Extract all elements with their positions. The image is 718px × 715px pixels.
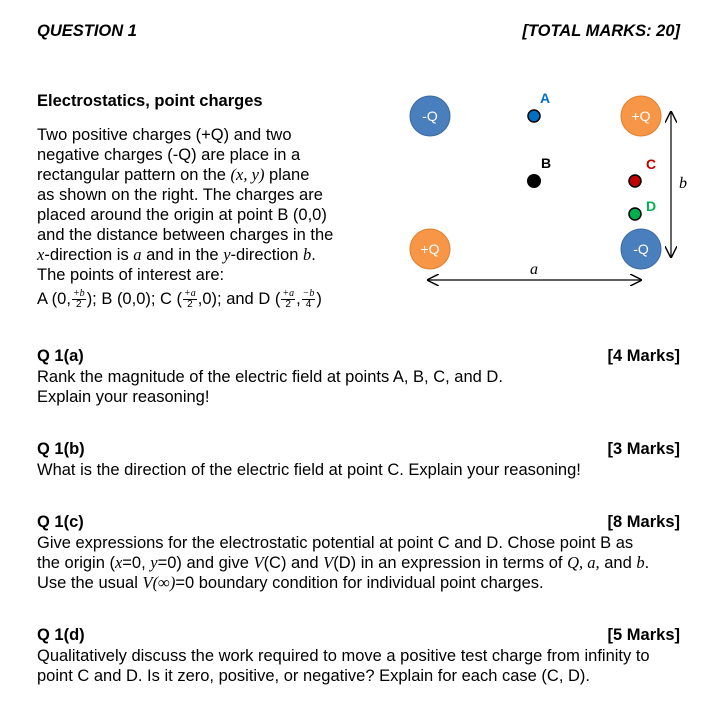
dimension-a-label: a: [530, 261, 538, 278]
svg-text:C: C: [646, 156, 657, 172]
intro-line: x-direction is a and in the y-direction b.: [37, 245, 316, 264]
q1c-marks: [8 Marks]: [607, 513, 680, 531]
svg-text:+Q: +Q: [420, 241, 440, 257]
dimension-b-label: b: [679, 175, 687, 192]
q1a-marks: [4 Marks]: [607, 347, 680, 365]
intro-paragraph: [37, 125, 377, 310]
intro-line: rectangular pattern on the (x, y) plane: [37, 165, 310, 184]
intro-line: negative charges (-Q) are place in a: [37, 146, 301, 164]
svg-text:+Q: +Q: [631, 108, 651, 124]
q1d-title: Q 1(d): [37, 626, 85, 644]
intro-line: The points of interest are:: [37, 266, 225, 284]
q1c-title: Q 1(c): [37, 513, 84, 531]
q1a-text: Rank the magnitude of the electric field at points A, B, C, and D. Explain your reasoning!: [37, 368, 503, 406]
fraction: $\frac{+a}{2}$: [282, 288, 295, 311]
points-of-interest: A (0, $\frac{+b}{2}$ ); B (0,0); C ( $\frac{+a}{2}$ ,0); and D ( $\frac{+a}{2}$ , $\frac{-b}{4}$ ): [37, 288, 322, 311]
point-d: [629, 198, 656, 220]
svg-text:B: B: [541, 155, 552, 171]
fraction: $\frac{-b}{4}$: [302, 288, 315, 311]
q1d-text: Qualitatively discuss the work required to move a positive test charge from infinity to point C and D. Is it zero, positive, or negative? Explain for each case (C, D).: [37, 647, 650, 685]
q1d-marks: [5 Marks]: [607, 626, 680, 644]
fraction: $\frac{+b}{2}$: [72, 288, 85, 311]
charge-bottom-left: [410, 229, 450, 269]
intro-line: and the distance between charges in the: [37, 226, 334, 244]
charge-top-left: [410, 96, 450, 136]
q1c-text: Give expressions for the electrostatic potential at point C and D. Chose point B as the origin (x=0, y=0) and give V(C) and V(D) in an expression in terms of Q, a, and b. Use the usual V(∞)=0 boundary condition for individual point charges.: [37, 534, 650, 592]
charge-bottom-right: [621, 229, 661, 269]
question-heading: QUESTION 1: [37, 22, 137, 40]
point-a: [528, 90, 550, 122]
section-title: Electrostatics, point charges: [37, 92, 263, 110]
q1b-marks: [3 Marks]: [607, 440, 680, 458]
svg-text:-Q: -Q: [633, 241, 649, 257]
total-marks: [TOTAL MARKS: 20]: [522, 22, 680, 40]
svg-text:A: A: [540, 90, 551, 106]
charge-top-right: [621, 96, 661, 136]
intro-line: placed around the origin at point B (0,0): [37, 206, 327, 224]
point-b: [527, 155, 551, 188]
svg-text:D: D: [646, 198, 657, 214]
xy-plane: (x, y): [230, 165, 265, 184]
fraction: $\frac{+a}{2}$: [184, 288, 196, 311]
svg-text:-Q: -Q: [422, 108, 438, 124]
charge-diagram: [400, 80, 700, 295]
q1b-title: Q 1(b): [37, 440, 85, 458]
q1b-text: What is the direction of the electric field at point C. Explain your reasoning!: [37, 461, 581, 479]
q1a-title: Q 1(a): [37, 347, 84, 365]
intro-line: as shown on the right. The charges are: [37, 186, 323, 204]
intro-line: Two positive charges (+Q) and two: [37, 126, 292, 144]
point-c: [629, 156, 656, 187]
